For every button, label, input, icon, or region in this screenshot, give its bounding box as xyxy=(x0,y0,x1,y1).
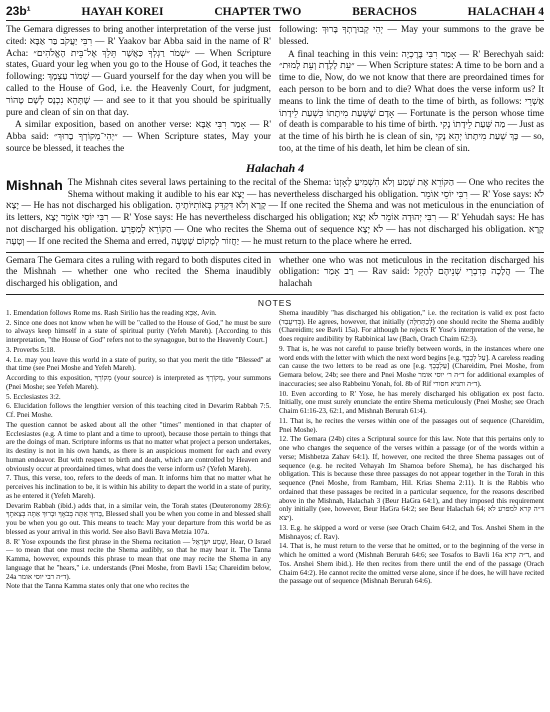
note: Shema inaudibly "has discharged his obligation," i.e. the recitation is valid ex post facto (בְּדִיעֲבַד). He agrees, however, that initially (לְכַתְּחִלָּה) one should recite the Shema audibly (Chareidim; see Bavli 15a). For although he rejects R' Yose's interpretation of the verse, he does require audibility by Rabbinical law (Bach, Orach Chaim 62:3). xyxy=(279,308,544,344)
mishnah-section xyxy=(6,178,544,253)
tractate-title: BERACHOS xyxy=(352,6,417,18)
running-header xyxy=(6,4,544,21)
paragraph: The Gemara digresses to bring another interpretation of the verse just cited: רִבִּי יַעֲקֹב בַּר אַבָּא — R' Yaakov bar Abba said in the name of R' Acha: ״שְׁמֹר רַגְלְךָ כַּאֲשֶׁר תֵּלֵךְ אֶל־בֵּית הָאֱלֹהִים״ — When Scripture states, Guard your leg when you go to the House of God, it teaches the following: שְׁמוֹר עַצְמָךְ — Guard yourself for the day when you will be called to the House of God, i.e. the Heavenly Court, for judgment, שֶׁתְּהֵא נִכְנָס לְשָׁם טָהוֹר — and see to it that you should be spiritually pure and clean of sin on that day. xyxy=(6,25,272,118)
note: 4. I.e. may you leave this world in a state of purity, so that you merit the title "Blessed" at that time (see Pnei Moshe and Yefeh Mareh). xyxy=(6,355,271,373)
page-number: 23b¹ xyxy=(6,4,31,18)
gemara-left-text: The Gemara cites a ruling with regard to both disputes cited in the Mishnah — whether one who recited the Shema inaudibly discharged his obligation, and xyxy=(6,255,271,290)
note: 10. Even according to R' Yose, he has merely discharged his obligation ex post facto. Initially, one must surely enunciate the entire Shema meticulously (Pnei Moshe; see Orach Chaim 61:16-23, 62:1, and Mishnah Berurah 61:4). xyxy=(279,389,544,416)
note: 14. That is, he must return to the verse that he omitted, or to the beginning of the verse in which he omitted a word (Mishnah Berurah 64:6; see Tosafos to Bavli 16a ד״ה קרא, and Tos. Anshei Shem ibid.). He then recites from there until the end of the passage (Orach Chaim 64:2). He cannot recite the omitted verse alone, since if he does, he will have recited the passage out of sequence (Mishnah Berurah 64:6). xyxy=(279,542,544,586)
paragraph: A similar exposition, based on another verse: אָמַר רִבִּי אַבָּא — R' Abba said: ״יְהִי־מְקוֹרְךָ בָרוּךְ״ — When Scripture states, May your source be blessed, it teaches the xyxy=(6,120,271,154)
note: 6. Elucidation follows the lengthier version of this teaching cited in Devarim Rabbah 7:5. Cf. Pnei Moshe. xyxy=(6,402,271,420)
note: 2. Since one does not know when he will be "called to the House of God," he must be sure to always keep himself in a state of spiritual purity (Yefeh Mareh). [According to this interpretation, "the House of God" refers not to the synagogue, but to the Heavenly Court.] xyxy=(6,318,271,345)
halachah-heading: Halachah 4 xyxy=(245,160,305,175)
note: 1. Emendation follows Rome ms. Rash Sirilio has the reading אַבָּא, Avin. xyxy=(6,308,217,317)
paragraph: following: יְהִי קְבוּרָתְךָ בָּרוּךְ — May your summons to the grave be blessed. xyxy=(279,25,544,47)
gemara-left xyxy=(6,256,271,291)
main-text xyxy=(6,25,544,157)
notes-left-column xyxy=(6,309,271,592)
gemara-label: Gemara xyxy=(6,255,36,266)
mishnah-text: The Mishnah cites several laws pertaining to the recital of the Shema: הַקּוֹרֵא אֶת שְׁמַע וְלֹא הִשְׁמִיעַ לְאָזְנוֹ — One who recites the Shema without making it audible to his ear יָצָא — has nevertheless discharged his obligation. רִבִּי יוֹסֵי אוֹמֵר — R' Yose says: לֹא יָצָא — He has not discharged his obligation. קָרָא וְלֹא דִּקְדֵּק בְּאוֹתִיּוֹתֶיהָ — If one recited the Shema and was not meticulous in the enunciation of its letters, רִבִּי יוֹסֵי אוֹמֵר יָצָא — R' Yose says: He has nevertheless discharged his obligation; רִבִּי יְהוּדָה אוֹמֵר לֹא יָצָא — R' Yehudah says: He has not discharged his obligation. הַקּוֹרֵא לְמַפְרֵעַ — One who recites the Shema out of sequence לֹא יָצָא — has not discharged his obligation. קָרָא וְטָעָה — If one recited the Shema and erred, יַחֲזוֹר לְמָקוֹם שֶׁטָּעָה — he must return to the place where he erred. xyxy=(6,177,544,247)
note: Devarim Rabbah (ibid.) adds that, in a similar vein, the Torah states (Deuteronomy 28:6): בָּרוּךְ אַתָּה בְּבֹאֶךָ וּבָרוּךְ אַתָּה בְּצֵאתֶךָ, Blessed shall you be when you come in and blessed shall you be when you go out. This means to teach: May your departure from this world be as blessed as your arrival in this world. See also Bavli Bava Metzia 107a. xyxy=(6,501,271,536)
gemara-right xyxy=(279,256,544,291)
halachah-title: HALACHAH 4 xyxy=(467,6,544,18)
mishnah-label: Mishnah xyxy=(6,176,63,193)
left-text-column xyxy=(6,25,271,157)
note: Note that the Tanna Kamma states only that one who recites the xyxy=(6,582,190,591)
notes-title: NOTES xyxy=(257,297,293,308)
book-title: HAYAH KOREI xyxy=(81,6,164,18)
gemara-section xyxy=(6,256,544,295)
chapter-title: CHAPTER TWO xyxy=(214,6,302,18)
note: 3. Proverbs 5:18. xyxy=(6,345,56,354)
note: 8. R' Yose expounds the first phrase in the Shema recitation — שְׁמַע יִשְׂרָאֵל, Hear, O Israel — to mean that one must recite the Shema audibly, so that he may hear it. The Tanna Kamma, however, expounds this phrase to mean that one may recite the Shema in any language that he "hears," i.e. understands (Pnei Moshe, from Bavli 15a; Chareidim below, 24a ד״ה רבי יוסי אומר). xyxy=(6,537,271,581)
note: 7. Thus, this verse, too, refers to the deeds of man. It informs him that no matter what he perceives his inclination to be, it is within his ability to depart the world in a state of purity, as he entered it (Yefeh Mareh). xyxy=(6,474,271,500)
notes xyxy=(6,309,544,592)
gemara-right-text: whether one who was not meticulous in the recitation discharged his obligation: רַב אָמַר — Rav said: הֲלָכָה כְּדִבְרֵי שְׁנֵיהֶם לְהָקֵל — The halachah xyxy=(279,255,544,290)
paragraph: A final teaching in this vein: אָמַר רִבִּי בֶּרֶכְיָה — R' Berechyah said: ״עֵת לָלֶדֶת וְעֵת לָמוּת״ — When Scripture states: A time to be born and a time to die, Now, do we not know that there are preordained times for each person to be born and to die? What does the verse inform us? It means to link the time of death to the time of birth, as follows: אַשְׁרֵי אָדָם שֶׁשְּׁעַת מִיתָתוֹ כִּשְׁעַת לֵידָתוֹ — Fortunate is the person whose time of death is comparable to his time of birth. מַה שְּׁעַת לֵידָתוֹ נָקִי — Just as at the time of his birth he is clean of sin, כָּךְ שְׁעַת מִיתָתוֹ יְהֵא נָקִי — so, too, at the time of his death, let him be clean of sin. xyxy=(279,49,544,154)
note: 9. That is, he was not careful to pause briefly between words, in the instances where one word ends with the letter with which the next word begins [e.g. עַל לְבָבֶךָ]. A careless reading can cause the two letters to be read as one [e.g. עַלְבָבֶךָ] (Chareidim, Pnei Moshe, from Gemara below, 24b; see there and Pnei Moshe ד״ה ר׳ יוסי אומר for additional examples of inaccuracies; see also Rabbeinu Yonah, fol. 8b of Rif ד״ה ותניא חסורי). xyxy=(279,344,544,388)
note: The question cannot be asked about all the other "times" mentioned in that chapter of Ecclesiastes (e.g. A time to plant and a time to uproot), because those pertain to things that are the doings of man. Scripture informs us that no matter what project a person undertakes, its destiny is not in his own hands, as there is an auspicious moment for each and every human endeavor. But with respect to birth and death, which are controlled by Heaven and obviously occur at preordained times, what does the verse inform us? (Yefeh Mareh). xyxy=(6,420,271,473)
note: 11. That is, he recites the verses within one of the passages out of sequence (Chareidim, Pnei Moshe). xyxy=(279,416,544,434)
note: 5. Ecclesiastes 3:2. xyxy=(6,392,61,401)
note: According to this exposition, מְקוֹרְךָ (your source) is interpreted as מְקוֹרְךָ, your summons (Pnei Moshe; see Yefeh Mareh). xyxy=(6,374,271,391)
note: 12. The Gemara (24b) cites a Scriptural source for this law. Note that this pertains only to one who changes the sequence of the verses within a passage (or of the words within a verse; Mishbetza Zahav 64:1). If, however, one recited the three Shema passages out of sequence (e.g. he recited Vehayah Im Shamoa before Shema), he has discharged his obligation. This is because these three passages do not appear together in the Torah in this sequence (Pnei Moshe, from Rambam, Hil. Krias Shema 2:11). It is the Rabbis who ordained that these passages be recited in a particular sequence, for the reasons described above in the Mishnah, Halachah 3 (Beur HaGra 64:1), and they imposed this requirement only initially (see, however, Beur HaGra 64:2; see Beur Halachah 64; ד״ה קרא למפרע לא יצא). xyxy=(279,435,544,523)
page xyxy=(6,4,544,708)
right-text-column xyxy=(279,25,544,157)
notes-right-column xyxy=(279,309,544,592)
note: 13. E.g. he skipped a word or verse (see Orach Chaim 64:2, and Tos. Anshei Shem in the Mishnayos; cf. Rav). xyxy=(279,523,544,541)
